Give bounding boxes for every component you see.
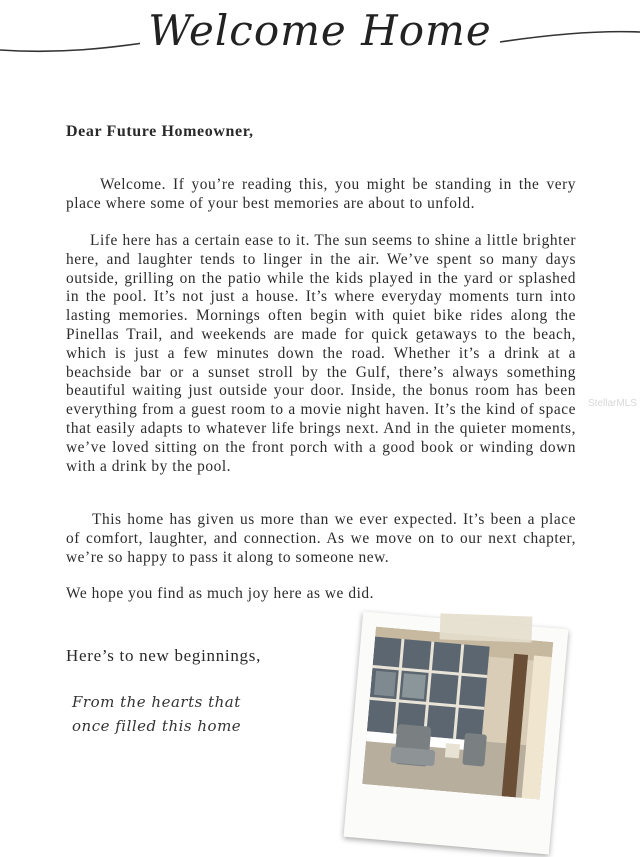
porch-photo-icon [362, 627, 553, 800]
watermark: StellarMLS [588, 398, 637, 409]
tape-strip [440, 613, 533, 642]
polaroid-photo [344, 611, 569, 854]
signature-line-2: once filled this home [72, 717, 242, 735]
closing-line: Here’s to new beginnings, [66, 646, 262, 665]
paragraph-2: Life here has a certain ease to it. The sun seems to shine a little brighter here, and laughter tends to linger in the air. We’ve spent so many days outside, grilling on the patio while the kids played in the yard or splashed in the pool. It’s not just a house. It’s where everyday moments turn into lasting memories. Mornings often begin with quiet bike rides along the Pinellas Trail, and weekends are made for quick getaways to the beach, which is just a few minutes down the road. Whether it’s a drink at a beachside bar or a sunset stroll by the Gulf, there’s always something beautiful waiting just outside your door. Inside, the bonus room has been everything from a guest room to a movie night haven. It’s the kind of space that easily adapts to whatever life brings next. And in the quieter moments, we’ve loved sitting on the front porch with a good book or winding down with a drink by the pool. [66, 232, 576, 475]
paragraph-3: This home has given us more than we ever expected. It’s been a place of comfort, laughter, and connection. As we move on to our next chapter, we’re so happy to pass it along to someone new. [66, 511, 576, 566]
paragraph-4: We hope you find as much joy here as we did. [66, 585, 375, 602]
salutation: Dear Future Homeowner, [66, 123, 254, 140]
paragraph-1: Welcome. If you’re reading this, you might be standing in the very place where some of your best memories are about to unfold. [66, 176, 576, 212]
page-title: Welcome Home [0, 6, 640, 55]
signature-line-1: From the hearts that [72, 693, 241, 711]
header [0, 0, 640, 80]
signature [72, 690, 302, 738]
